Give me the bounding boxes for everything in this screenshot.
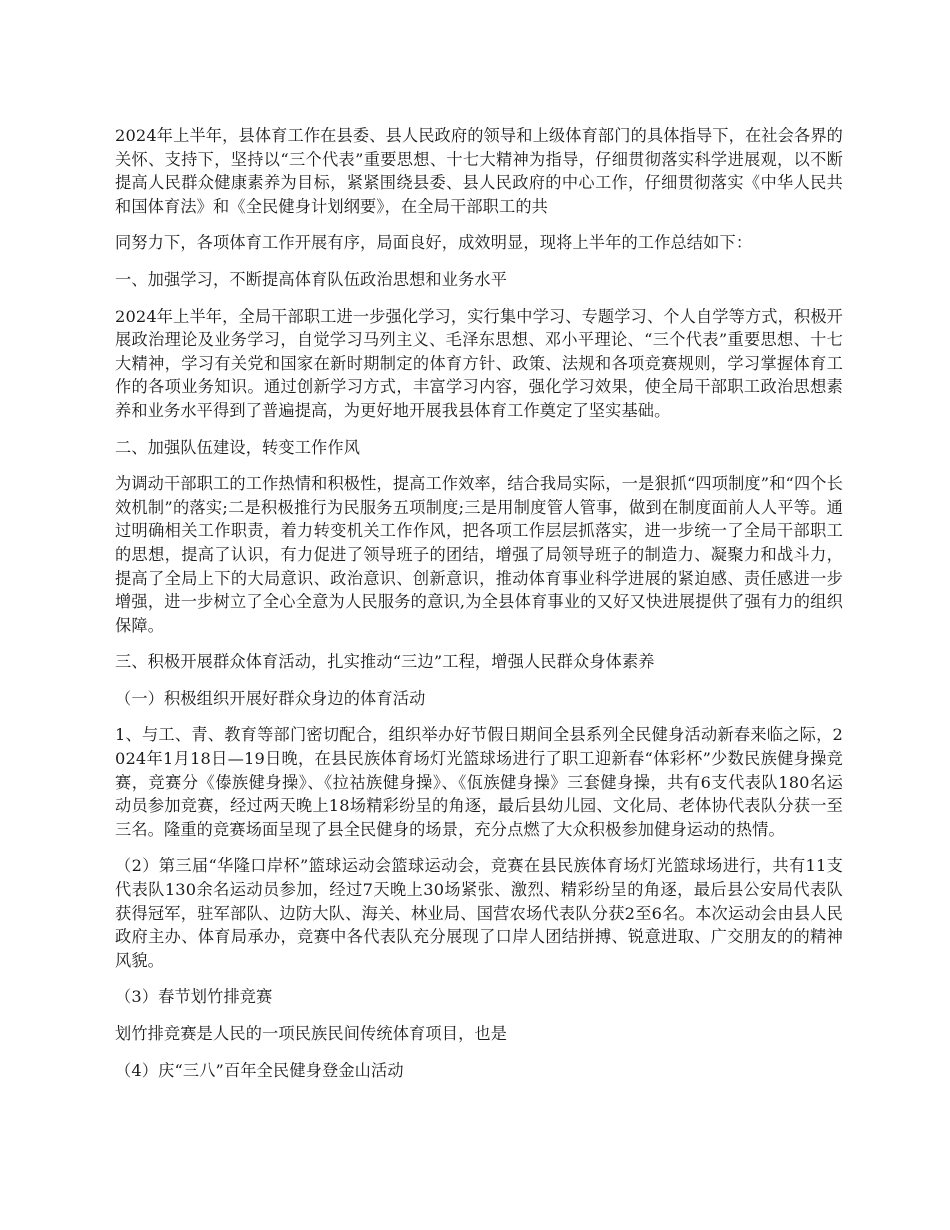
subsection-heading-1: （一）积极组织开展好群众身边的体育活动 [115, 688, 426, 708]
paragraph-activity-2: （2）第三届“华隆口岸杯”篮球运动会篮球运动会，竞赛在县民族体育场灯光篮球场进行，共有11支代表队130余名运动员参加，经过7天晚上30场紧张、激烈、精彩纷呈的角逐，最后县公安局代表队获得冠军，驻军部队、边防大队、海关、林业局、国营农场代表队分获2至6名。本次运动会由县人民政府主办、体育局承办，竞赛中各代表队充分展现了口岸人团结拼搏、锐意进取、广交朋友的的精神风貌。 [115, 856, 843, 970]
paragraph-team-building: 为调动干部职工的工作热情和积极性，提高工作效率，结合我局实际，一是狠抓“四项制度”和“四个长效机制”的落实;二是积极推行为民服务五项制度;三是用制度管人管事，做到在制度面前人人平等。通过明确相关工作职责，着力转变机关工作作风，把各项工作层层抓落实，进一步统一了全局干部职工的思想，提高了认识，有力促进了领导班子的团结，增强了局领导班子的制造力、凝聚力和战斗力，提高了全局上下的大局意识、政治意识、创新意识，推动体育事业科学进展的紧迫感、责任感进一步增强，进一步树立了全心全意为人民服务的意识,为全县体育事业的又好又快进展提供了强有力的组织保障。 [115, 474, 843, 635]
subsection-heading-3: （3）春节划竹排竞赛 [115, 987, 273, 1007]
document-body [115, 124, 843, 1095]
section-heading-3: 三、积极开展群众体育活动，扎实推动“三边”工程，增强人民群众身体素养 [115, 652, 655, 672]
paragraph-intro: 2024年上半年，县体育工作在县委、县人民政府的领导和上级体育部门的具体指导下，在社会各界的关怀、支持下，坚持以“三个代表”重要思想、十七大精神为指导，仔细贯彻落实科学进展观，以不断提高人民群众健康素养为目标，紧紧围绕县委、县人民政府的中心工作，仔细贯彻落实《中华人民共和国体育法》和《全民健身计划纲要》，在全局干部职工的共 [115, 126, 843, 216]
section-heading-2: 二、加强队伍建设，转变工作作风 [115, 437, 361, 457]
paragraph-study: 2024年上半年，全局干部职工进一步强化学习，实行集中学习、专题学习、个人自学等方式，积极开展政治理论及业务学习，自觉学习马列主义、毛泽东思想、邓小平理论、“三个代表”重要思想、十七大精神，学习有关党和国家在新时期制定的体育方针、政策、法规和各项竞赛规则，学习掌握体育工作的各项业务知识。通过创新学习方式，丰富学习内容，强化学习效果，使全局干部职工政治思想素养和业务水平得到了普遍提高，为更好地开展我县体育工作奠定了坚实基础。 [115, 306, 843, 420]
paragraph-intro-continued: 同努力下，各项体育工作开展有序，局面良好，成效明显，现将上半年的工作总结如下： [115, 233, 753, 253]
paragraph-bamboo-raft: 划竹排竞赛是人民的一项民族民间传统体育项目，也是 [115, 1024, 508, 1043]
subsection-heading-4: （4）庆“三八”百年全民健身登金山活动 [115, 1060, 404, 1080]
section-heading-1: 一、加强学习，不断提高体育队伍政治思想和业务水平 [115, 269, 508, 289]
paragraph-activity-1: 1、与工、青、教育等部门密切配合，组织举办好节假日期间全县系列全民健身活动新春来临之际，2024年1月18日—19日晚，在县民族体育场灯光篮球场进行了职工迎新春“体彩杯”少数民族健身操竞赛，竞赛分《傣族健身操》、《拉祜族健身操》、《佤族健身操》三套健身操，共有6支代表队180名运动员参加竞赛，经过两天晚上18场精彩纷呈的角逐，最后县幼儿园、文化局、老体协代表队分获一至三名。隆重的竞赛场面呈现了县全民健身的场景，充分点燃了大众积极参加健身运动的热情。 [115, 725, 843, 839]
